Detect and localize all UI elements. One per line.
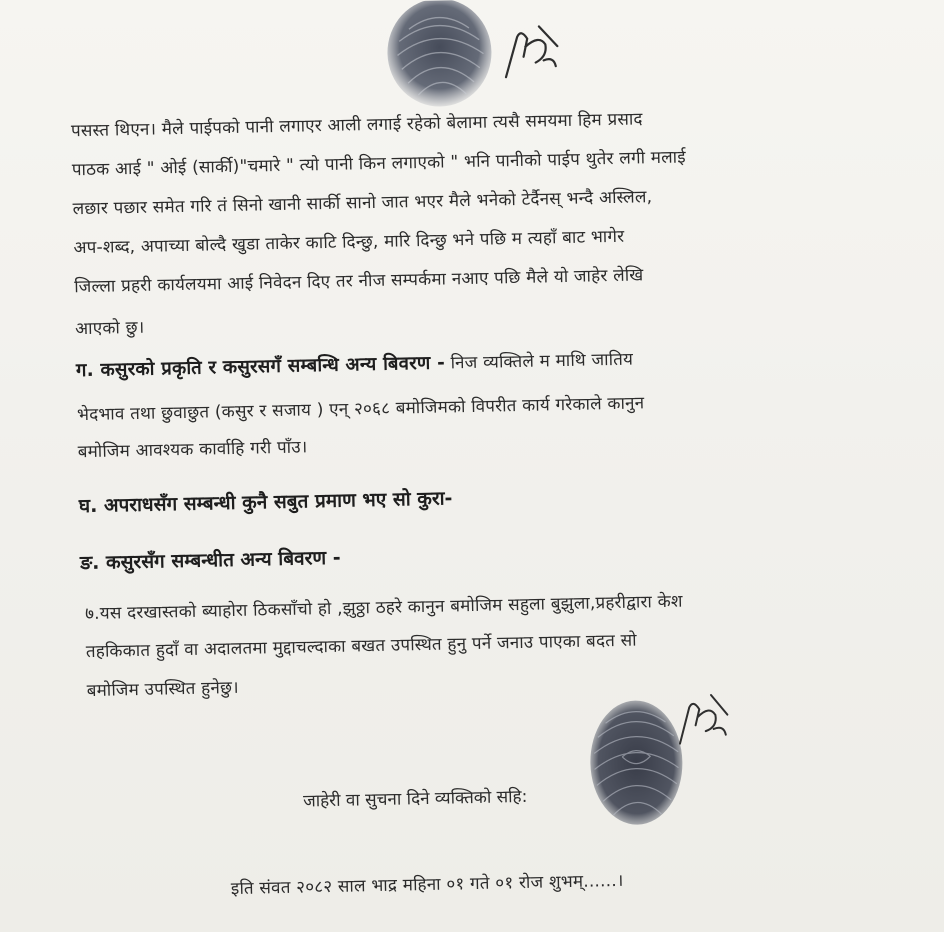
paragraph-line: आएको छु।: [74, 317, 145, 340]
signature-scribble-top: [495, 16, 566, 87]
thumbprint-top-icon: [378, 0, 500, 114]
paragraph-line: जिल्ला प्रहरी कार्यलयमा आई निवेदन दिए तर नीज सम्पर्कमा नआए पछि मैले यो जाहेर लेखि: [74, 265, 644, 298]
signature-label: जाहेरी वा सुचना दिने व्यक्तिको सहि:: [302, 786, 528, 812]
section-nga-heading: ङ. कसुरसँग सम्बन्धीत अन्य बिवरण -: [79, 546, 341, 575]
section-gha-heading: घ. अपराधसँग सम्बन्धी कुनै सबुत प्रमाण भए सो कुरा-: [78, 487, 453, 518]
date-line: इति संवत २०८२ साल भाद्र महिना ०१ गते ०१ रोज शुभम्......।: [230, 870, 624, 900]
paragraph-line: अप-शब्द, अपाच्या बोल्दै खुडा ताकेर काटि दिन्छु, मारि दिन्छु भने पछि म त्यहाँ बाट भागेर: [73, 226, 625, 259]
paragraph-line: पाठक आई " ओई (सार्की)"चमारे " त्यो पानी किन लगाएको " भनि पानीको पाईप थुतेर लगी मलाई: [71, 147, 687, 181]
signature-scribble-bottom: [671, 685, 732, 750]
paragraph7-line: तहकिकात हुदाँ वा अदालतमा मुद्दाचल्दाका बखत उपस्थित हुनु पर्ने जनाउ पाएका बदत सो: [85, 630, 637, 663]
paragraph-line: लछार पछार समेत गरि तं सिनो खानी सार्की सानो जात भएर मैले भनेको टेर्दैनस् भन्दै अस्लिल,: [72, 187, 653, 220]
section-ga-heading: ग. कसुरको प्रकृति र कसुरसगँ सम्बन्धि अन्य बिवरण -: [75, 352, 446, 382]
section-ga-line1: [76, 349, 633, 383]
paragraph-line: पसस्त थिएन। मैले पाईपको पानी लगाएर आली लगाई रहेको बेलामा त्यसै समयमा हिम प्रसाद: [70, 109, 643, 142]
paragraph7-line: बमोजिम उपस्थित हुनेछु।: [86, 677, 240, 702]
section-ga-text: निज व्यक्तिले म माथि जातिय: [444, 349, 634, 374]
paragraph7-line: ७.यस दरखास्तको ब्याहोरा ठिकसाँचो हो ,झुठ्ठा ठहरे कानुन बमोजिम सहुला बुझुला,प्रहरीद्वारा केश: [84, 591, 683, 625]
section-ga-line2: भेदभाव तथा छुवाछुत (कसुर र सजाय ) एन् २०६८ बमोजिमको विपरीत कार्य गरेकाले कानुन: [76, 393, 645, 426]
section-ga-line3: बमोजिम आवश्यक कार्वाहि गरी पाँउ।: [77, 437, 308, 463]
